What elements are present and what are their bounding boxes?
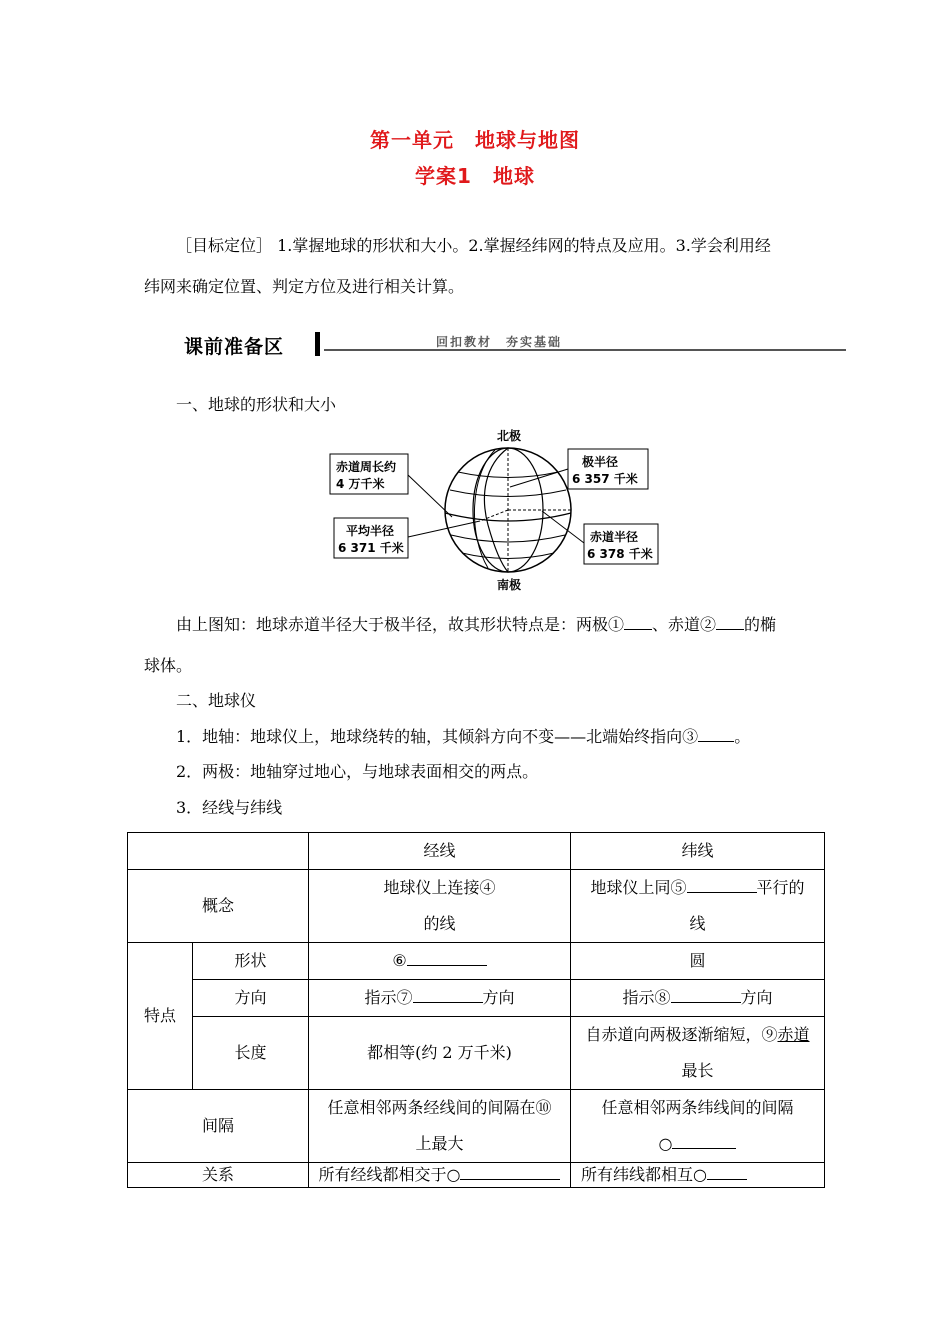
concept-parallel-text-b: 平行的 [756,878,805,897]
item1-text-a: 1．地轴：地球仪上，地球绕转的轴，其倾斜方向不变——北端始终指向③ [176,727,699,746]
polar-radius-label: 极半径 [582,455,619,469]
direction-parallel-text-a: 指示⑧ [622,988,671,1007]
direction-parallel-text-b: 方向 [740,988,773,1007]
interval-parallel-l1: 任意相邻两条纬线间的间隔 [601,1098,794,1117]
section-band-title: 课前准备区 [184,336,285,358]
cell-direction-meridian [309,980,571,1017]
blank-8[interactable] [671,988,741,1003]
cell-direction-parallel [571,980,825,1017]
table-row-shape [128,943,825,980]
concept-meridian-l2: 的线 [423,914,456,933]
concept-parallel-text-a: 地球仪上同⑤ [590,878,687,897]
conclusion-text-b: 、赤道② [652,615,717,634]
table-row-direction [128,980,825,1017]
row-label-shape: 形状 [193,943,309,980]
objectives-line2: 纬网来确定位置、判定方位及进行相关计算。 [144,277,465,296]
table-row-length [128,1017,825,1090]
table-row-concept [128,870,825,943]
col-meridian-header: 经线 [309,833,571,870]
blank-3[interactable] [698,727,734,742]
cell-shape-meridian [309,943,571,980]
lesson-title: 学案1 地球 [415,164,535,188]
interval-parallel-marker: ○ [658,1134,673,1153]
row-label-interval: 间隔 [128,1090,309,1163]
cell-concept-meridian [309,870,571,943]
cell-interval-parallel [571,1090,825,1163]
conclusion-text-c: 的椭 [744,615,777,634]
concept-parallel-l2: 线 [689,914,706,933]
length-parallel-l1 [575,1017,820,1053]
mean-radius-value: 6 371 千米 [338,541,404,555]
north-pole-label: 北极 [497,429,522,443]
cell-length-meridian: 都相等(约 2 万千米) [309,1017,571,1090]
section-band-bar [315,332,320,356]
blank-7[interactable] [413,988,483,1003]
table-row-interval [128,1090,825,1163]
table-header-row [128,833,825,870]
mean-radius-label: 平均半径 [346,524,395,538]
relation-parallel-text: 所有纬线都相互○ [581,1165,707,1184]
table-row-relation [128,1163,825,1188]
cell-length-parallel [571,1017,825,1090]
item1-text-b: 。 [734,727,751,746]
part2-item3: 3．经线与纬线 [176,798,283,817]
table-corner-cell [128,833,309,870]
cell-interval-meridian [309,1090,571,1163]
conclusion-text-a: 由上图知：地球赤道半径大于极半径，故其形状特点是：两极① [176,615,625,634]
length-parallel-answer: 赤道 [777,1025,810,1044]
length-parallel-l2: 最长 [681,1061,714,1080]
cell-shape-parallel: 圆 [571,943,825,980]
earth-diagram [320,425,660,595]
part1-conclusion [176,615,776,635]
length-parallel-text-a: 自赤道向两极逐渐缩短，⑨ [585,1025,778,1044]
objectives-line1: ［目标定位］ 1.掌握地球的形状和大小。2.掌握经纬网的特点及应用。3.学会利用经 [176,236,771,255]
section-band-rule [324,349,846,351]
part2-heading: 二、地球仪 [176,691,257,710]
interval-meridian-l2: 上最大 [415,1134,464,1153]
part2-item1 [176,727,750,747]
row-label-features: 特点 [128,943,193,1090]
blank-1[interactable] [624,615,652,630]
cell-concept-parallel [571,870,825,943]
row-label-direction: 方向 [193,980,309,1017]
row-label-length: 长度 [193,1017,309,1090]
row-label-relation: 关系 [128,1163,309,1188]
polar-radius-value: 6 357 千米 [572,472,638,486]
cell-relation-meridian [309,1163,571,1188]
direction-meridian-text-b: 方向 [482,988,515,1007]
part2-item2: 2．两极：地轴穿过地心，与地球表面相交的两点。 [176,762,539,781]
equator-radius-value: 6 378 千米 [587,547,653,561]
concept-parallel-l1 [575,870,820,906]
blank-5[interactable] [687,878,757,893]
interval-meridian-l1: 任意相邻两条经线间的间隔在⑩ [327,1098,552,1117]
meridian-parallel-table [127,832,825,1188]
part1-heading: 一、地球的形状和大小 [176,395,337,414]
direction-meridian-text-a: 指示⑦ [364,988,413,1007]
blank-13[interactable] [460,1165,560,1180]
equator-radius-label: 赤道半径 [590,530,639,544]
cell-relation-parallel [571,1163,825,1188]
blank-12[interactable] [672,1134,736,1149]
equator-length-value: 4 万千米 [336,477,385,491]
south-pole-label: 南极 [497,578,522,592]
concept-meridian-l1: 地球仪上连接④ [383,878,496,897]
blank-6[interactable] [407,951,487,966]
unit-title: 第一单元 地球与地图 [370,128,580,152]
row-label-concept: 概念 [128,870,309,943]
conclusion-text-d: 球体。 [144,656,193,675]
col-parallel-header: 纬线 [571,833,825,870]
blank-14[interactable] [707,1165,747,1180]
equator-length-leader [408,475,452,517]
section-band-subtitle: 回扣教材 夯实基础 [436,335,563,349]
relation-meridian-text: 所有经线都相交于○ [318,1165,461,1184]
shape-meridian-marker: ⑥ [392,951,407,970]
equator-length-label: 赤道周长约 [336,460,397,474]
blank-2[interactable] [716,615,744,630]
section-band [178,330,846,360]
interval-parallel-l2 [575,1126,820,1162]
